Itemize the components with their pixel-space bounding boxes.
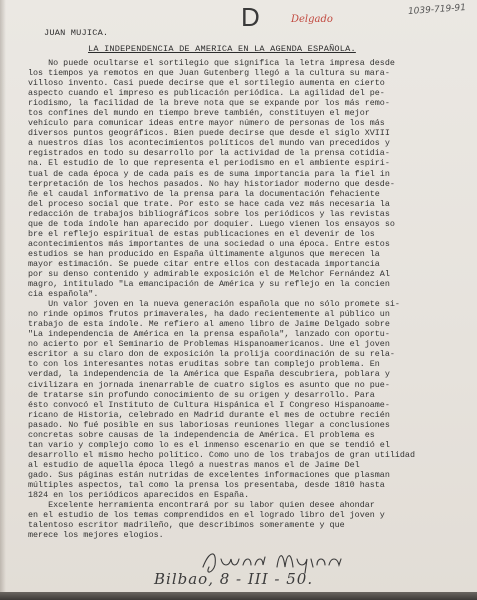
author-heading: JUAN MUJICA. [44,28,109,38]
body-line: "La independencia de América en la prensa española", lanzado con oportu- [28,329,390,340]
body-line: bre el reflejo espiritual de estas publicaciones en el devenir de los [28,228,375,239]
body-line: villoso invento. Casi puede decirse que el sortilegio aumenta en cierto [28,78,385,89]
body-line: na. El estudio de lo que representa el periodismo en el ambiente espiri- [28,158,390,169]
body-line: a nuestros días los acontecimientos políticos del mundo van precedidos y [28,138,390,149]
body-line: concretas sobre causas de la independencia de América. El problema es [28,429,375,440]
body-line: tos confines del mundo en tiempo breve también, constituyen el mejor [28,108,370,119]
body-line: desarrollo el mismo hecho político. Como uno de los trabajos de gran utilidad [28,449,415,460]
body-line: to con los interesantes notas eruditas sobre tan complejo problema. En [28,359,380,370]
body-line: por su denso contenido y admirable exposición el de Melchor Fernández Al [28,268,390,279]
body-line: los tiempos ya remotos en que Juan Gutenberg llegó a la cultura su mara- [28,68,390,79]
body-line: merece los mejores elogios. [28,530,164,541]
body-line: mayor estimación. Se puede citar entre ellos con destacada importancia [28,258,380,269]
body-line: ésto convocó el Instituto de Cultura Hispánica el I Congreso Hispanoame- [28,399,390,410]
body-line: en el estudio de los temas comprendidos en el logrado libro del joven y [28,510,385,521]
body-line: 1824 en los periódicos aparecidos en España. [28,490,250,501]
body-line: aspecto cuando el impreso es publicación periódica. La agilidad del pe- [28,88,385,99]
body-line: no rinde opimos frutos primaverales, ha dado recientemente al público un [28,309,390,320]
body-line: talentoso escritor madrileño, que describimos someramente y que [28,520,345,531]
scan-bottom-edge [0,592,477,600]
reference-number: 1039-719-91 [407,2,467,18]
body-line: registrados en todo su desarrollo por la actividad de la prensa cotidia- [28,148,390,159]
body-line: Excelente herramienta encontrará por su labor quien desee ahondar [28,500,375,511]
body-line: múltiples aspectos, tal como la prensa los presentaba, desde 1810 hasta [28,479,385,490]
body-line: magro, intitulado "La emancipación de América y su reflejo en la concien [28,279,390,290]
body-line: Un valor joven en la nueva generación española que no sólo promete si- [28,299,400,310]
body-line: riodismo, la facilidad de la breve nota que se expande por los más remo- [28,98,390,109]
body-text [28,58,460,540]
document-title: LA INDEPENDENCIA DE AMERICA EN LA AGENDA ESPAÑOLA. [88,44,356,54]
body-line: que de toda índole han aparecido por doquier. Luego vienen los ensayos so [28,218,395,229]
body-line: ricano de Historia, celebrado en Madrid durante el mes de octubre recién [28,409,390,420]
body-line: de tratarse sin profundo conocimiento de su origen y desarrollo. Para [28,389,375,400]
body-line: no acierto por el Seminario de Problemas Hispanoamericanos. Une el joven [28,339,390,350]
body-line: tual de cada época y de cada país es de suma importancia para la fiel in [28,168,390,179]
body-line: estudios se han producido en España últimamente algunos que merecen la [28,248,380,259]
body-line: pasado. No fué posible en sus laboriosas reuniones llegar a conclusiones [28,419,390,430]
body-line: cia española". [28,289,99,300]
body-line: ñe el caudal informativo de la prensa para la documentación fehaciente [28,188,380,199]
body-line: del proceso social que trate. Por esto se hace cada vez más necesaria la [28,198,390,209]
handwritten-annotation: Delgado [291,14,333,25]
body-line: gado. Sus páginas están nutridas de excelentes informaciones que plasman [28,469,390,480]
body-line: redacción de trabajos bibliográficos sobre los periódicos y las revistas [28,208,390,219]
body-line: acontecimientos más importantes de una sociedad o una época. Entre estos [28,238,390,249]
body-line: tan vario y complejo como lo es el inmenso escenario en que se tendió el [28,439,390,450]
body-line: trabajo de esta índole. Me refiero al ameno libro de Jaime Delgado sobre [28,319,390,330]
page-edge-shadow [0,0,6,600]
place-and-date: Bilbao, 8 - III - 50. [154,570,314,588]
body-line: civilizara en jornada inenarrable de cuatro siglos es asunto que no pue- [28,379,390,390]
body-line: No puede ocultarse el sortilegio que significa la letra impresa desde [28,58,395,68]
body-line: escritor a su claro don de exposición la prolija coordinación de su rela- [28,349,395,360]
body-line: diversos puntos geográficos. Bien puede decirse que desde el siglo XVIII [28,128,390,139]
body-line: al estudio de aquella época llegó a nuestras manos el de Jaime Del [28,459,360,470]
body-line: verdad, la independencia de la América que España descubriera, poblara y [28,369,390,380]
body-line: vehículo para comunicar ideas entre mayor número de personas de los más [28,118,385,129]
body-line: terpretación de los hechos pasados. No hay historiador moderno que desde- [28,178,395,189]
archive-stamp: D [241,2,260,32]
